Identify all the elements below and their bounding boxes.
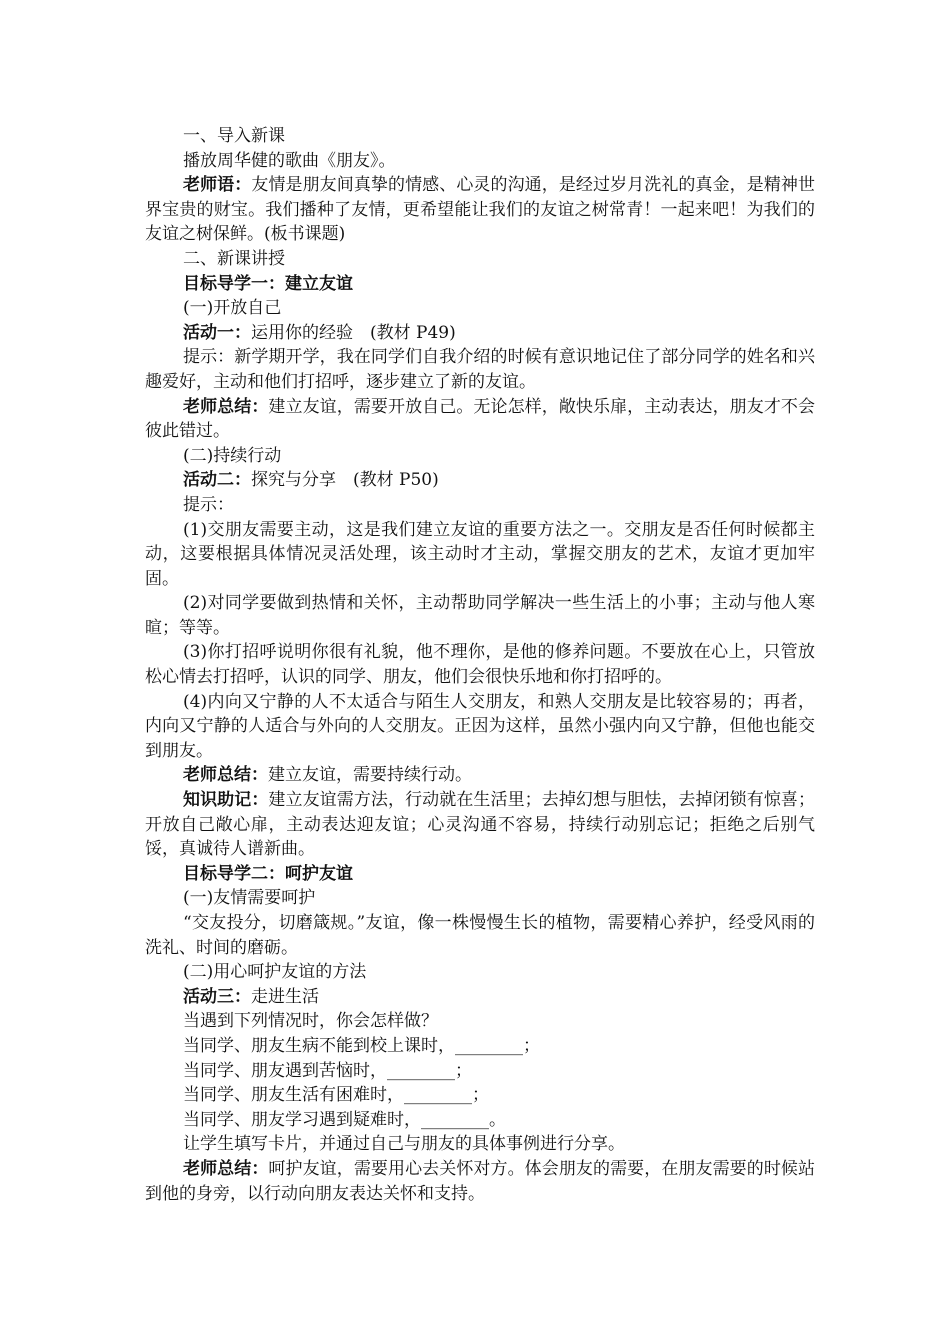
summary-1-text: 建立友谊，需要开放自己。无论怎样，敞快乐扉，主动表达，朋友才不会彼此错过。 (145, 396, 816, 442)
subheading-keep-acting: (二)持续行动 (183, 445, 282, 466)
question-item-4: 当同学、朋友学习遇到疑难时，________。 (183, 1109, 506, 1130)
goal-heading-1: 目标导学一：建立友谊 (183, 273, 353, 294)
activity-3-label: 活动三： (183, 986, 251, 1007)
subheading-care-methods: (二)用心呵护友谊的方法 (183, 962, 367, 983)
quote-paragraph: “交友投分，切磨箴规。”友谊，像一株慢慢生长的植物，需要精心养护，经受风雨的洗礼、时间的磨砺。 (145, 913, 815, 958)
teacher-summary-2 (145, 763, 815, 788)
activity-2-label: 活动二： (183, 470, 251, 491)
card-instruction: 让学生填写卡片，并通过自己与朋友的具体事例进行分享。 (183, 1134, 625, 1155)
summary-1-label: 老师总结： (183, 396, 269, 417)
summary-2-text: 建立友谊，需要持续行动。 (268, 765, 472, 786)
summary-3-label: 老师总结： (183, 1158, 269, 1179)
activity-1 (145, 321, 815, 346)
goal-heading-2: 目标导学二：呵护友谊 (183, 863, 353, 884)
question-intro: 当遇到下列情况时，你会怎样做？ (183, 1011, 438, 1032)
paragraph-song: 播放周华健的歌曲《朋友》。 (183, 150, 396, 171)
question-item-1: 当同学、朋友生病不能到校上课时，________； (183, 1035, 540, 1056)
activity-1-tip: 提示：新学期开学，我在同学们自我介绍的时候有意识地记住了部分同学的姓名和兴趣爱好，主动和他们打招呼，逐步建立了新的友谊。 (145, 347, 815, 392)
memo-label: 知识助记： (183, 790, 269, 811)
tip-item-4: (4)内向又宁静的人不太适合与陌生人交朋友，和熟人交朋友是比较容易的；再者，内向又宁静的人适合与外向的人交朋友。正因为这样，虽然小强内向又宁静，但他也能交到朋友。 (145, 691, 815, 761)
activity-2 (145, 468, 815, 493)
paragraph-teacher-words (145, 173, 815, 247)
summary-2-label: 老师总结： (183, 765, 268, 786)
tip-item-1: (1)交朋友需要主动，这是我们建立友谊的重要方法之一。交朋友是否任何时候都主动，这要根据具体情况灵活处理，该主动时才主动，掌握交朋友的艺术，友谊才更加牢固。 (145, 519, 815, 589)
question-item-2: 当同学、朋友遇到苦恼时，________； (183, 1060, 472, 1081)
activity-1-text: 运用你的经验 (教材 P49) (251, 322, 456, 343)
activity-2-text: 探究与分享 (教材 P50) (251, 470, 439, 491)
activity-1-label: 活动一： (183, 322, 251, 343)
teacher-words-text: 友情是朋友间真挚的情感、心灵的沟通，是经过岁月洗礼的真金，是精神世界宝贵的财宝。我们播种了友情，更希望能让我们的友谊之树常青！一起来吧！为我们的友谊之树保鲜。(板书课题) (145, 175, 816, 245)
section-heading-new-lesson: 二、新课讲授 (183, 248, 285, 269)
question-item-3: 当同学、朋友生活有困难时，________； (183, 1085, 489, 1106)
knowledge-memo (145, 788, 815, 862)
memo-text: 建立友谊需方法，行动就在生活里；去掉幻想与胆怯，去掉闭锁有惊喜；开放自己敞心扉，主动表达迎友谊；心灵沟通不容易，持续行动别忘记；拒绝之后别气馁，真诚待人谱新曲。 (145, 790, 816, 860)
tip-item-2: (2)对同学要做到热情和关怀，主动帮助同学解决一些生活上的小事；主动与他人寒暄；等等。 (145, 593, 815, 638)
subheading-friendship-needs-care: (一)友情需要呵护 (183, 888, 316, 909)
document-page (145, 124, 815, 1206)
activity-2-tip-label: 提示： (183, 494, 234, 515)
teacher-words-label: 老师语： (183, 175, 252, 196)
summary-3-text: 呵护友谊，需要用心去关怀对方。体会朋友的需要，在朋友需要的时候站到他的身旁，以行动向朋友表达关怀和支持。 (145, 1158, 816, 1204)
tip-item-3: (3)你打招呼说明你很有礼貌，他不理你，是他的修养问题。不要放在心上，只管放松心情去打招呼，认识的同学、朋友，他们会很快乐地和你打招呼的。 (145, 642, 815, 688)
activity-3 (145, 985, 815, 1010)
teacher-summary-1 (145, 395, 815, 444)
subheading-open-yourself: (一)开放自己 (183, 298, 282, 319)
section-heading-intro: 一、导入新课 (183, 126, 285, 146)
teacher-summary-3 (145, 1157, 815, 1206)
activity-3-text: 走进生活 (251, 986, 319, 1007)
